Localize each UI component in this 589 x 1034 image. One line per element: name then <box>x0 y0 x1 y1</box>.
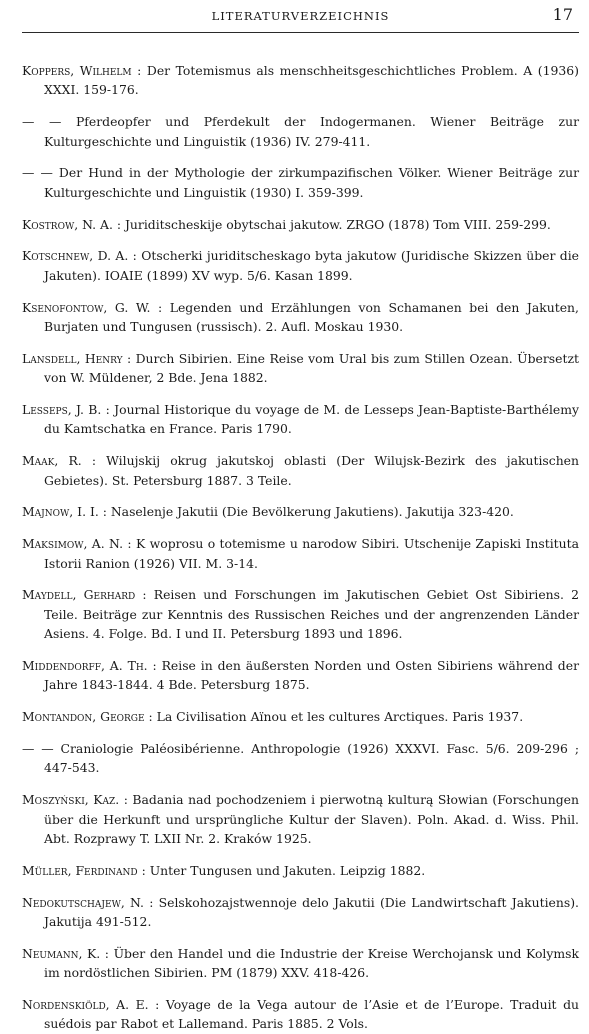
entry-author: Kotschnew, D. A. : <box>22 248 137 264</box>
page-number: 17 <box>552 5 573 24</box>
entry-author: Nedokutschajew, N. : <box>22 894 154 910</box>
bibliography-entry <box>22 246 579 285</box>
entry-text: — — Craniologie Paléosibérienne. Anthropologie (1926) XXXVI. Fasc. 5/6. 209-296 ; 447-543. <box>22 741 579 776</box>
bibliography-entry <box>22 215 579 234</box>
bibliography-entry <box>22 61 579 100</box>
entry-text: La Civilisation Aïnou et les cultures Arctiques. Paris 1937. <box>152 709 524 725</box>
bibliography-entry <box>22 163 579 202</box>
entry-author: Moszyński, Kaz. : <box>22 792 128 808</box>
entry-text: K woprosu o totemisme u narodow Sibiri. Utschenije Zapiski Instituta Istorii Ranion (1926) VII. M. 3-14. <box>44 536 580 571</box>
entry-text: — — Pferdeopfer und Pferdekult der Indogermanen. Wiener Beiträge zur Kulturgeschichte und Linguistik (1936) IV. 279-411. <box>22 114 579 149</box>
entry-text: Der Totemismus als menschheitsgeschichtliches Problem. A (1936) XXXI. 159-176. <box>44 63 579 98</box>
entry-author: Lesseps, J. B. : <box>22 402 110 418</box>
bibliography-entry <box>22 995 579 1034</box>
running-header <box>22 0 579 33</box>
entry-author: Kostrow, N. A. : <box>22 216 122 232</box>
entry-author: Montandon, George : <box>22 709 153 725</box>
entry-author: Ksenofontow, G. W. : <box>22 299 163 315</box>
bibliography-entry <box>22 112 579 151</box>
bibliography-entry <box>22 861 579 880</box>
entry-text: Otscherki juriditscheskago byta jakutow (Juridische Skizzen über die Jakuten). IOAIE (1899) XV wyp. 5/6. Kasan 1899. <box>44 248 580 283</box>
bibliography-entry <box>22 656 579 695</box>
entry-text: Unter Tungusen und Jakuten. Leipzig 1882. <box>145 862 426 878</box>
entry-text: Juriditscheskije obytschai jakutow. ZRGO (1878) Tom VIII. 259-299. <box>121 216 551 232</box>
entry-author: Müller, Ferdinand : <box>22 862 146 878</box>
bibliography-entry <box>22 893 579 932</box>
bibliography-entry <box>22 534 579 573</box>
bibliography-entry <box>22 739 579 778</box>
running-title: LITERATURVERZEICHNIS <box>211 9 390 23</box>
bibliography-entry <box>22 944 579 983</box>
bibliography-entry <box>22 298 579 337</box>
entry-text: Legenden und Erzählungen von Schamanen bei den Jakuten, Burjaten und Tungusen (russisch). 2. Aufl. Moskau 1930. <box>44 299 579 335</box>
bibliography-list <box>22 61 579 1034</box>
entry-author: Lansdell, Henry : <box>22 350 132 366</box>
entry-text: Reise in den äußersten Norden und Osten Sibiriens während der Jahre 1843-1844. 4 Bde. Petersburg 1875. <box>44 658 579 693</box>
entry-author: Maksimow, A. N. : <box>22 536 132 552</box>
entry-author: Maak, R. : <box>22 453 97 469</box>
entry-text: Reisen und Forschungen im Jakutischen Gebiet Ost Sibiriens. 2 Teile. Beiträge zur Kenntnis des Russischen Reiches und der angrenzenden Länder Asiens. 4. Folge. Bd. I und II. Petersburg 1893 und 1896. <box>44 587 579 642</box>
entry-text: Wilujskij okrug jakutskoj oblasti (Der Wilujsk-Bezirk des jakutischen Gebietes). St. Petersburg 1887. 3 Teile. <box>44 453 579 488</box>
bibliography-entry <box>22 502 579 521</box>
entry-text: Voyage de la Vega autour de l’Asie et de l’Europe. Traduit du suédois par Rabot et Lallemand. Paris 1885. 2 Vols. <box>44 997 579 1032</box>
entry-text: — — Der Hund in der Mythologie der zirkumpazifischen Völker. Wiener Beiträge zur Kulturgeschichte und Linguistik (1930) I. 359-399. <box>22 165 579 200</box>
bibliography-entry <box>22 585 579 643</box>
entry-author: Nordenskiöld, A. E. : <box>22 997 160 1013</box>
entry-author: Middendorff, A. Th. : <box>22 658 157 674</box>
bibliography-entry <box>22 451 579 490</box>
bibliography-entry <box>22 707 579 726</box>
entry-author: Maydell, Gerhard : <box>22 587 147 603</box>
entry-author: Majnow, I. I. : <box>22 504 107 520</box>
entry-text: Über den Handel und die Industrie der Kreise Werchojansk und Kolymsk im nordöstlichen Sibirien. PM (1879) XXV. 418-426. <box>44 945 579 981</box>
entry-text: Badania nad pochodzeniem i pierwotną kulturą Słowian (Forschungen über die Herkunft und ursprüngliche Kultur der Slaven). Poln. Akad. d. Wiss. Phil. Abt. Rozprawy T. LXII Nr. 2. Kraków 1925. <box>44 792 579 847</box>
bibliography-entry <box>22 790 579 848</box>
entry-text: Selskohozajstwennoje delo Jakutii (Die Landwirtschaft Jakutiens). Jakutija 491-512. <box>44 894 579 930</box>
entry-text: Journal Historique du voyage de M. de Lesseps Jean-Baptiste-Barthélemy du Kamtschatka en France. Paris 1790. <box>44 402 579 437</box>
bibliography-entry <box>22 349 579 388</box>
entry-text: Naselenje Jakutii (Die Bevölkerung Jakutiens). Jakutija 323-420. <box>106 504 514 520</box>
entry-author: Koppers, Wilhelm : <box>22 63 142 78</box>
entry-text: Durch Sibirien. Eine Reise vom Ural bis zum Stillen Ozean. Übersetzt von W. Müldener, 2 Bde. Jena 1882. <box>44 350 579 386</box>
entry-author: Neumann, K. : <box>22 945 109 961</box>
bibliography-entry <box>22 400 579 439</box>
